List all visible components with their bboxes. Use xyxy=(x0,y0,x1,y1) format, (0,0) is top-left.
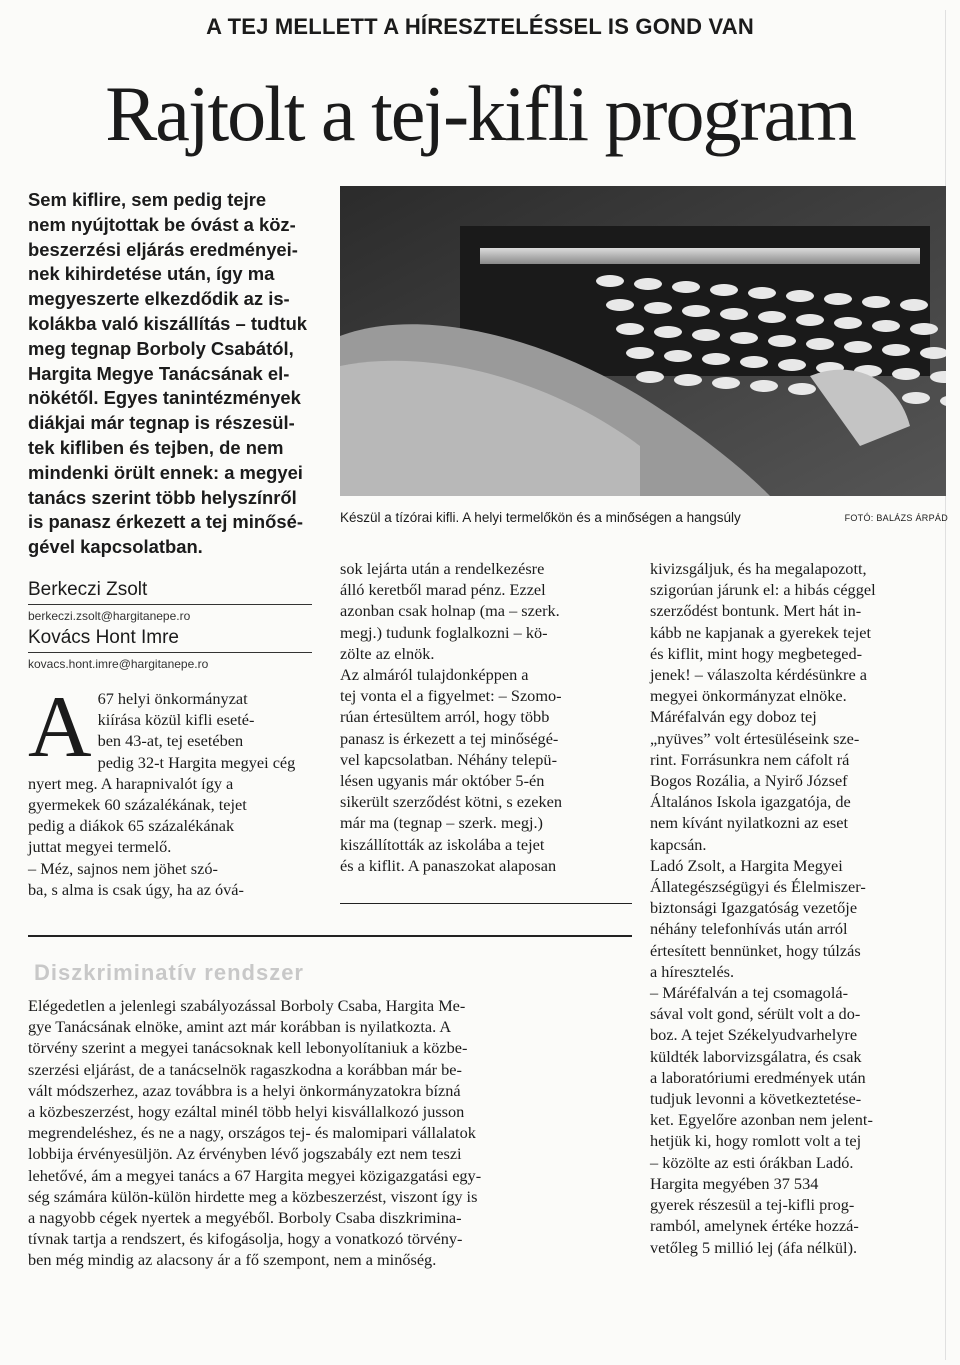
body-line: és a kiflit. A panaszokat alaposan xyxy=(340,855,557,875)
body-line: panasz is érkezett a tej minőségé- xyxy=(340,728,559,748)
body-line: szigorúan járunk el: a hibás céggel xyxy=(650,580,876,600)
body-line: Ladó Zsolt, a Hargita Megyei xyxy=(650,855,843,875)
roll-shape xyxy=(710,284,738,296)
author-block-1 xyxy=(28,578,312,624)
body-line: Máréfalván egy doboz tej xyxy=(650,707,817,727)
body-line: gye Tanácsának elnöke, amint azt már korábban is nyilatkozta. A xyxy=(28,1017,452,1037)
body-line: ramból, amelynek értéke hozzá- xyxy=(650,1216,859,1236)
body-line: néhány telefonhívás után arról xyxy=(650,919,848,939)
body-line: álló keretből marad pénz. Ezzel xyxy=(340,580,546,600)
body-line: vel kapcsolatban. Néhány telepü- xyxy=(340,749,557,769)
column-divider xyxy=(340,903,632,904)
roll-shape xyxy=(644,302,672,314)
section-rule xyxy=(28,935,632,937)
roll-shape xyxy=(674,374,702,386)
body-line: nyert meg. A harapnivalót így a xyxy=(28,773,234,793)
lead-line: tanács szerint több helyszínről xyxy=(28,486,297,508)
roll-shape xyxy=(654,326,682,338)
body-line: szerződést bontunk. Mert hát in- xyxy=(650,601,862,621)
roll-shape xyxy=(616,323,644,335)
lead-line: beszerzési eljárás eredményei- xyxy=(28,238,298,260)
article-photo xyxy=(340,186,946,496)
body-line: – Méz, sajnos nem jöhet szó- xyxy=(28,858,218,878)
roll-shape xyxy=(730,332,758,344)
photo-credit: FOTÓ: BALÁZS ÁRPÁD xyxy=(844,513,948,523)
body-line: sok lejárta után a rendelkezésre xyxy=(340,559,545,578)
body-line: már ma (tegnap – szerk. megj.) xyxy=(340,813,543,833)
body-line: juttat megyei termelő. xyxy=(28,837,172,857)
roll-shape xyxy=(902,392,930,404)
lead-line: meg tegnap Borboly Csabától, xyxy=(28,337,294,359)
roll-shape xyxy=(778,359,806,371)
body-line: biztonsági Igazgatóság vezetője xyxy=(650,898,858,918)
roll-shape xyxy=(862,296,890,308)
lead-line: gével kapcsolatban. xyxy=(28,536,203,558)
body-line: nem kívánt nyilatkozni az eset xyxy=(650,813,849,833)
body-line: ba, s alma is csak úgy, ha az óvá- xyxy=(28,879,244,899)
body-line: a nagyobb cégek nyertek a megyéből. Borboly Csaba diszkrimina- xyxy=(28,1208,462,1228)
body-line: zölte az elnök. xyxy=(340,643,435,663)
body-line: értesített bennünket, hogy túlzás xyxy=(650,940,861,960)
body-line: tej vonta el a figyelmet: – Szomo- xyxy=(340,686,562,706)
body-line: szerzési eljárást, de a tanácselnök ragaszkodna a korábban már be- xyxy=(28,1059,462,1079)
author-block-2 xyxy=(28,626,312,672)
column-1 xyxy=(28,679,320,900)
body-line: megrendeléshez, és ne a nagy, országos tej- és malomipari vállalatok xyxy=(28,1123,476,1143)
roll-shape xyxy=(702,353,730,365)
body-line: megj.) tudunk foglalkozni – kö- xyxy=(340,622,548,642)
body-line: azonban csak holnap (ma – szerk. xyxy=(340,601,560,621)
roll-shape xyxy=(712,377,740,389)
lead-line: nem nyújtottak be óvást a köz- xyxy=(28,213,296,235)
roll-shape xyxy=(824,293,852,305)
body-line: Az almáról tulajdonképpen a xyxy=(340,665,529,685)
body-line: „nyüves” volt értesüléseink sze- xyxy=(650,728,860,748)
article-title: Rajtolt a tej-kifli program xyxy=(105,70,855,157)
body-line: – Máréfalván a tej csomagolá- xyxy=(650,983,848,1003)
body-line: gyerek részesül a tej-kifli prog- xyxy=(650,1195,855,1215)
body-line: a közbeszerzést, hogy ezáltal minél több helyi kisvállalkozó jusson xyxy=(28,1102,465,1122)
body-line: jenek! – válaszolta kérdésünkre a xyxy=(650,665,867,685)
bakery-oven-photo xyxy=(340,186,946,496)
roll-shape xyxy=(844,341,872,353)
roll-shape xyxy=(740,356,768,368)
photo-caption-row xyxy=(340,510,948,525)
body-line: boz. A tejet Székelyudvarhelyre xyxy=(650,1025,858,1045)
body-line: gyermekek 60 százalékának, tejet xyxy=(28,795,247,815)
roll-shape xyxy=(626,347,654,359)
body-line: kiszállították az iskolába a tejet xyxy=(340,834,545,854)
lead-line: nek kihirdetése után, így ma xyxy=(28,263,275,285)
roll-shape xyxy=(834,317,862,329)
body-line: hetjük ki, hogy romlott volt a tej xyxy=(650,1131,862,1151)
body-line: rint. Forrásunkra nem cáfolt rá xyxy=(650,749,850,769)
body-line: tívnak tartja a rendszert, és kifogásolja, hogy a vonatkozó törvény- xyxy=(28,1229,463,1249)
body-line: Általános Iskola igazgatója, de xyxy=(650,792,851,812)
roll-shape xyxy=(720,308,748,320)
lead-line: Sem kiflire, sem pedig tejre xyxy=(28,189,267,210)
body-line: ben 43-at, tej esetében xyxy=(97,731,244,751)
lead-line: nökétől. Egyes tanintézmények xyxy=(28,387,301,409)
article-kicker: A TEJ MELLETT A HÍRESZTELÉSSEL IS GOND VAN xyxy=(206,14,754,39)
body-line: ben még mindig az alacsony ár a fő szempont, nem a minőség. xyxy=(28,1250,437,1270)
body-line: Állategészségügyi és Élelmiszer- xyxy=(650,877,866,897)
body-line: a híresztelés. xyxy=(650,961,735,981)
body-line: törvény szerint a megyei tanácsoknak kell lebonyolítaniuk a közbe- xyxy=(28,1038,468,1058)
photo-caption: Készül a tízórai kifli. A helyi termelőkön és a minőségen a hangsúly xyxy=(340,510,741,525)
author-email[interactable]: kovacs.hont.imre@hargitanepe.ro xyxy=(28,657,209,671)
body-line: pedig a diákok 65 százalékának xyxy=(28,816,235,836)
body-line: a laboratóriumi eredmények után xyxy=(650,1067,866,1087)
roll-shape xyxy=(672,281,700,293)
body-line: küldték laborvizsgálatra, és csak xyxy=(650,1046,862,1066)
roll-shape xyxy=(664,350,692,362)
body-line: vetőleg 5 millió lej (áfa nélkül). xyxy=(650,1237,858,1257)
body-line: ség számára külön-külön hirdette meg a közbeszerzést, viszont így is xyxy=(28,1186,478,1206)
roll-shape xyxy=(634,278,662,290)
author-name: Kovács Hont Imre xyxy=(28,626,312,653)
roll-shape xyxy=(900,299,928,311)
body-line: lehetővé, ám a megyei tanács a 67 Hargita megyei közigazgatási egy- xyxy=(28,1165,482,1185)
roll-shape xyxy=(768,335,796,347)
roll-shape xyxy=(636,371,664,383)
body-line: pedig 32-t Hargita megyei cég xyxy=(97,752,296,772)
lead-line: kolákba való kiszállítás – tudtuk xyxy=(28,312,308,334)
body-line: lobbija érvényesüljön. Az érvényben lévő jogszabály ezt nem teszi xyxy=(28,1144,462,1164)
body-line: 67 helyi önkormányzat xyxy=(97,689,248,708)
roll-shape xyxy=(910,323,938,335)
lead-line: is panasz érkezett a tej minősé- xyxy=(28,511,303,533)
wide-section-text xyxy=(28,995,632,1271)
roll-shape xyxy=(796,314,824,326)
roll-shape xyxy=(806,338,834,350)
body-line: és kiflit, mint hogy megbeteged- xyxy=(650,643,863,663)
roll-shape xyxy=(692,329,720,341)
body-line: Bogos Rozália, a Nyirő József xyxy=(650,771,848,791)
roll-shape xyxy=(892,368,920,380)
drop-cap: A xyxy=(28,679,92,776)
body-line: kivizsgáljuk, és ha megalapozott, xyxy=(650,559,867,578)
body-line: Elégedetlen a jelenlegi szabályozással Borboly Csaba, Hargita Me- xyxy=(28,996,466,1015)
body-line: kább ne kapjanak a gyerekek tejet xyxy=(650,622,872,642)
lead-line: mindenki örült ennek: a megyei xyxy=(28,461,303,483)
body-line: lésen ugyanis már október 5-én xyxy=(340,771,545,791)
roll-shape xyxy=(788,383,816,395)
column-2 xyxy=(340,558,626,876)
lead-line: diákjai már tegnap is részesül- xyxy=(28,412,295,434)
body-line: rúan értesültem arról, hogy több xyxy=(340,707,550,727)
roll-shape xyxy=(682,305,710,317)
roll-shape xyxy=(872,320,900,332)
author-name: Berkeczi Zsolt xyxy=(28,578,312,605)
article-lead xyxy=(28,188,324,560)
body-line: ket. Egyelőre azonban nem jelent- xyxy=(650,1110,873,1130)
roll-shape xyxy=(596,275,624,287)
body-line: kiírása közül kifli eseté- xyxy=(97,710,255,730)
author-email[interactable]: berkeczi.zsolt@hargitanepe.ro xyxy=(28,609,191,623)
body-line: – közölte az esti órákban Ladó. xyxy=(650,1152,854,1172)
body-line: Hargita megyében 37 534 xyxy=(650,1173,819,1193)
body-line: kapcsán. xyxy=(650,834,707,854)
roll-shape xyxy=(758,311,786,323)
body-line: sával volt gond, sérült volt a do- xyxy=(650,1004,861,1024)
roll-shape xyxy=(882,344,910,356)
roll-shape xyxy=(748,287,776,299)
body-line: sikerült szerződést kötni, s ezeken xyxy=(340,792,562,812)
roll-shape xyxy=(786,290,814,302)
roll-shape xyxy=(750,380,778,392)
body-line: megyei önkormányzat elnöke. xyxy=(650,686,847,706)
lead-line: Hargita Megye Tanácsának el- xyxy=(28,362,290,384)
body-line: vált módszerhez, azaz továbbra is a helyi önkormányzatokra bízná xyxy=(28,1080,461,1100)
lead-line: tek kifliben és tejben, de nem xyxy=(28,436,284,458)
section-subheading: Diszkriminatív rendszer xyxy=(34,960,304,985)
roll-shape xyxy=(606,299,634,311)
column-3 xyxy=(650,558,948,1258)
lead-line: megyeszerte elkezdődik az is- xyxy=(28,288,290,310)
body-line: tudjuk levonni a következtetése- xyxy=(650,1089,862,1109)
